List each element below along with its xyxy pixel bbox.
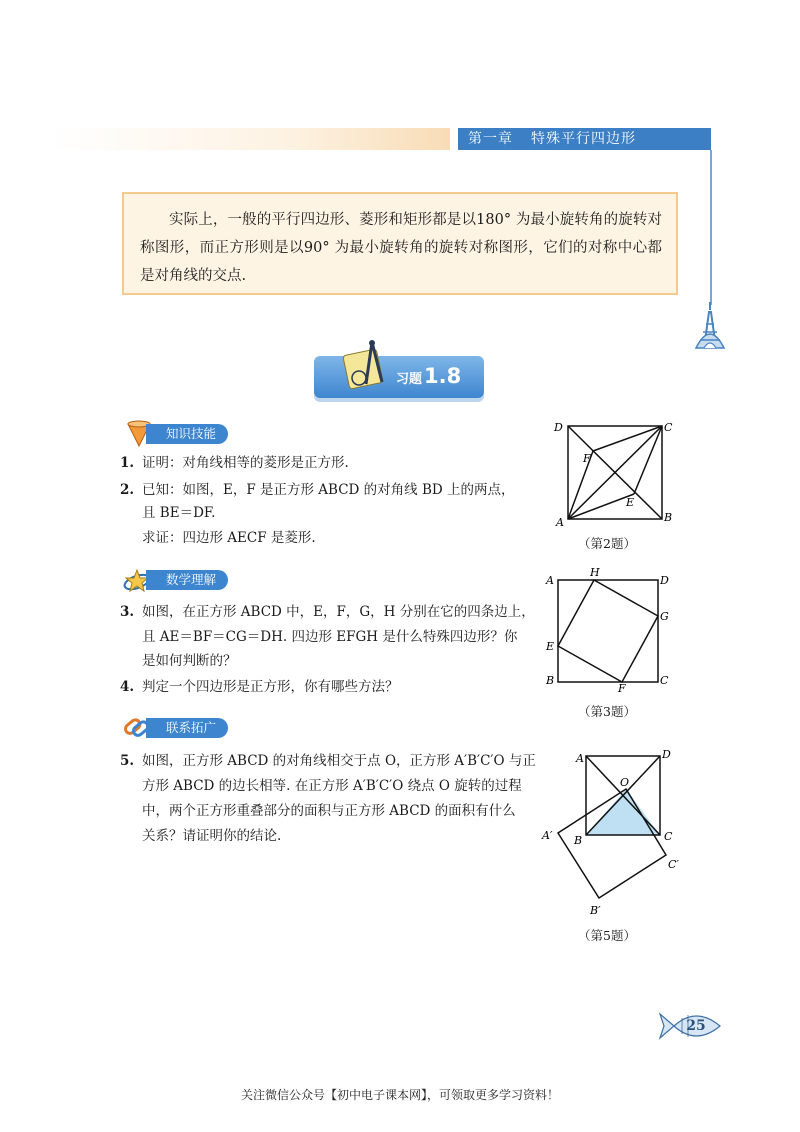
exercise-number: 1.8 xyxy=(424,364,462,388)
note-box: 实际上，一般的平行四边形、菱形和矩形都是以180° 为最小旋转角的旋转对称图形，而正方形则是以90° 为最小旋转角的旋转对称图形，它们的对称中心都是对角线的交点. xyxy=(122,192,678,295)
figure-2-caption: （第2题） xyxy=(578,536,636,551)
label-O: O xyxy=(620,776,630,789)
problem-5-line-3: 中，两个正方形重叠部分的面积与正方形 ABCD 的面积有什么 xyxy=(142,803,516,819)
tower-icon xyxy=(690,300,730,350)
chapter-header xyxy=(458,128,711,150)
label-H: H xyxy=(590,566,600,579)
problem-1 xyxy=(120,454,349,472)
label-C: C xyxy=(664,421,673,434)
label-F: F xyxy=(618,682,626,692)
chapter-number: 第一章 xyxy=(468,131,513,147)
label-B: B xyxy=(664,511,673,524)
compass-icon xyxy=(342,338,392,396)
label-B-prime: B′ xyxy=(590,904,601,917)
problem-number: 4. xyxy=(120,679,135,695)
problem-2-line-3: 求证：四边形 AECF 是菱形. xyxy=(142,530,316,546)
figure-3-caption: （第3题） xyxy=(578,704,636,719)
page-number: 25 xyxy=(686,1018,706,1034)
label-D: D xyxy=(662,748,671,761)
problem-3-line-2: 且 AE＝BF＝CG＝DH. 四边形 EFGH 是什么特殊四边形？你 xyxy=(142,629,518,645)
problem-text: 如图，正方形 ABCD 的对角线相交于点 O，正方形 A′B′C′O 与正 xyxy=(142,753,536,769)
label-E: E xyxy=(626,496,635,509)
section-label-extension: 联系拓广 xyxy=(146,718,228,738)
label-D: D xyxy=(660,574,669,587)
problem-number: 5. xyxy=(120,753,135,769)
label-E: E xyxy=(546,640,555,653)
margin-rule xyxy=(710,150,712,305)
label-A: A xyxy=(546,574,554,587)
label-D: D xyxy=(554,421,563,434)
label-F: F xyxy=(583,452,591,465)
problem-number: 1. xyxy=(120,455,135,471)
figure-3 xyxy=(538,566,676,692)
label-C: C xyxy=(664,830,673,843)
label-C: C xyxy=(660,674,669,687)
label-A: A xyxy=(576,752,584,765)
problem-4 xyxy=(120,678,399,696)
header-decoration xyxy=(50,128,450,150)
label-G: G xyxy=(660,610,669,623)
exercise-title xyxy=(396,364,461,388)
problem-number: 2. xyxy=(120,482,135,498)
section-label-skills: 知识技能 xyxy=(146,424,228,444)
label-C-prime: C′ xyxy=(668,858,679,871)
figure-5 xyxy=(538,744,688,920)
problem-text: 如图，在正方形 ABCD 中，E，F，G，H 分别在它的四条边上， xyxy=(142,604,535,620)
problem-text: 已知：如图，E，F 是正方形 ABCD 的对角线 BD 上的两点， xyxy=(142,482,515,498)
problem-3-line-3: 是如何判断的？ xyxy=(142,653,237,669)
problem-text: 判定一个四边形是正方形，你有哪些方法？ xyxy=(142,679,399,695)
label-B: B xyxy=(546,674,555,687)
problem-5-line-1 xyxy=(120,752,536,770)
problem-5-line-2: 方形 ABCD 的边长相等. 在正方形 A′B′C′O 绕点 O 旋转的过程 xyxy=(142,778,522,794)
chapter-title: 特殊平行四边形 xyxy=(531,131,636,147)
label-B: B xyxy=(574,834,583,847)
problem-3-line-1 xyxy=(120,603,535,621)
problem-text: 证明：对角线相等的菱形是正方形. xyxy=(142,455,349,471)
problem-2-line-1 xyxy=(120,481,515,499)
label-A: A xyxy=(556,516,564,529)
problem-2-line-2: 且 BE＝DF. xyxy=(142,505,216,521)
figure-5-caption: （第5题） xyxy=(578,928,636,943)
problem-5-line-4: 关系？请证明你的结论. xyxy=(142,828,282,844)
figure-2 xyxy=(548,418,676,530)
label-A-prime: A′ xyxy=(542,829,553,842)
exercise-label: 习题 xyxy=(396,372,423,387)
problem-number: 3. xyxy=(120,604,135,620)
section-label-understanding: 数学理解 xyxy=(146,570,228,590)
footer-note: 关注微信公众号【初中电子课本网】，可领取更多学习资料！ xyxy=(240,1088,559,1102)
